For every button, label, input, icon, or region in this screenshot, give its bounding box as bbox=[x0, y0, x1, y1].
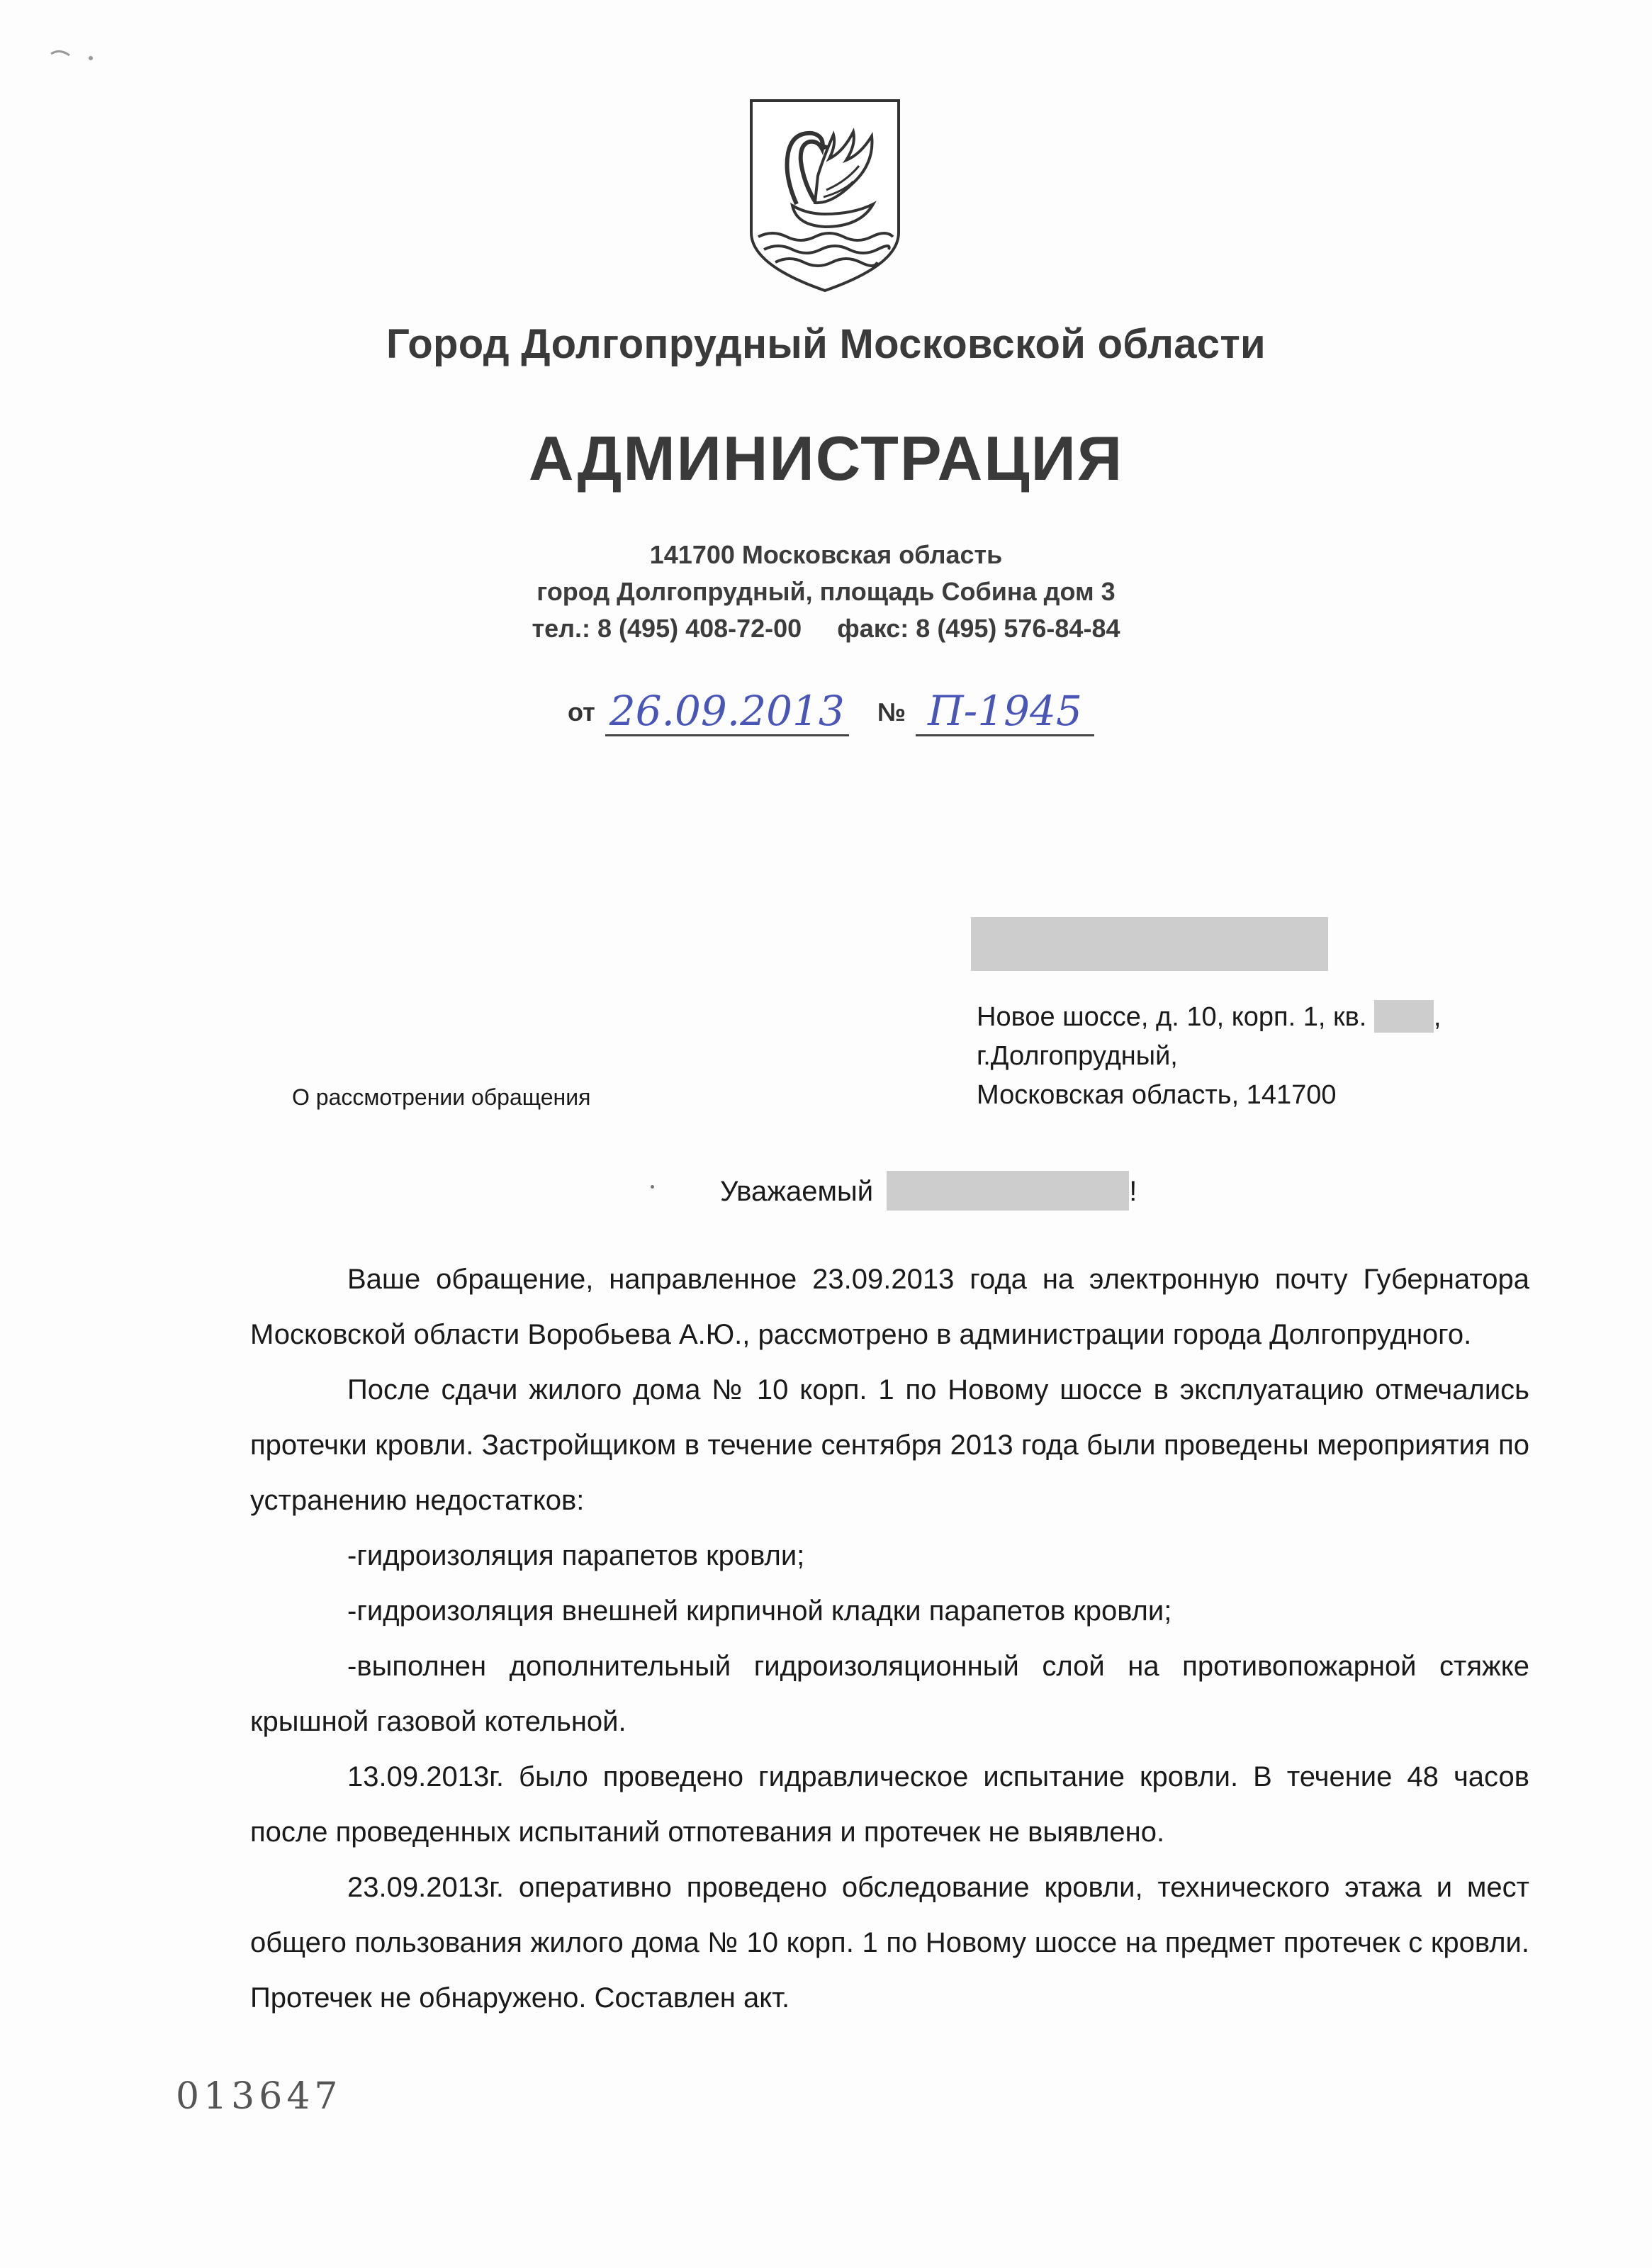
recipient-line-1: Новое шоссе, д. 10, корп. 1, кв. , bbox=[977, 998, 1441, 1037]
speck bbox=[651, 1185, 654, 1189]
address-line-1: 141700 Московская область bbox=[649, 540, 1003, 569]
scan-mark bbox=[50, 44, 99, 65]
list-item-2: -гидроизоляция внешней кирпичной кладки парапетов кровли; bbox=[347, 1595, 1172, 1627]
phone-number: тел.: 8 (495) 408-72-00 bbox=[532, 614, 802, 643]
redacted-recipient-name bbox=[971, 917, 1328, 971]
city-title: Город Долгопрудный Московской области bbox=[386, 321, 1266, 367]
redacted-apartment bbox=[1374, 1000, 1434, 1033]
number-label: № bbox=[877, 697, 906, 726]
redacted-addressee bbox=[887, 1171, 1129, 1211]
handwritten-number: П-1945 bbox=[916, 687, 1094, 736]
salutation: Уважаемый ! bbox=[720, 1171, 1137, 1211]
address-line-2: город Долгопрудный, площадь Собина дом 3 bbox=[536, 577, 1116, 606]
serial-number: 013647 bbox=[176, 2075, 342, 2118]
administration-title: АДМИНИСТРАЦИЯ bbox=[528, 423, 1124, 493]
list-item-1: -гидроизоляция парапетов кровли; bbox=[347, 1540, 805, 1571]
contact-line bbox=[0, 614, 1652, 644]
swan-coat-of-arms-icon bbox=[747, 98, 903, 295]
handwritten-date: 26.09.2013 bbox=[605, 687, 849, 736]
paragraph-4: 23.09.2013г. оперативно проведено обследование кровли, технического этажа и мест общего пользования жилого дома № 10 корп. 1 по Новому шоссе на предмет протечек с кровли. Протечек не обнаружено. Составлен акт. bbox=[250, 1872, 1529, 2014]
letter-subject: О рассмотрении обращения bbox=[292, 1084, 591, 1110]
recipient-line-2: г.Долгопрудный, bbox=[977, 1041, 1178, 1071]
fax-number: факс: 8 (495) 576-84-84 bbox=[837, 614, 1120, 643]
document-reference bbox=[0, 687, 1652, 736]
recipient-address bbox=[977, 998, 1441, 1115]
letter-body bbox=[250, 1252, 1529, 2026]
paragraph-3: 13.09.2013г. было проведено гидравлическое испытание кровли. В течение 48 часов после проведенных испытаний отпотевания и протечек не выявлено. bbox=[250, 1761, 1529, 1848]
from-label: от bbox=[568, 697, 595, 726]
paragraph-2: После сдачи жилого дома № 10 корп. 1 по Новому шоссе в эксплуатацию отмечались протечки кровли. Застройщиком в течение сентября 2013 года были проведены мероприятия по устранению недостатков: bbox=[250, 1374, 1529, 1516]
list-item-3: -выполнен дополнительный гидроизоляционный слой на противопожарной стяжке крышной газовой котельной. bbox=[250, 1651, 1529, 1737]
recipient-line-3: Московская область, 141700 bbox=[977, 1080, 1337, 1110]
paragraph-1: Ваше обращение, направленное 23.09.2013 года на электронную почту Губернатора Московской области Воробьева А.Ю., рассмотрено в администрации города Долгопрудного. bbox=[250, 1264, 1529, 1350]
